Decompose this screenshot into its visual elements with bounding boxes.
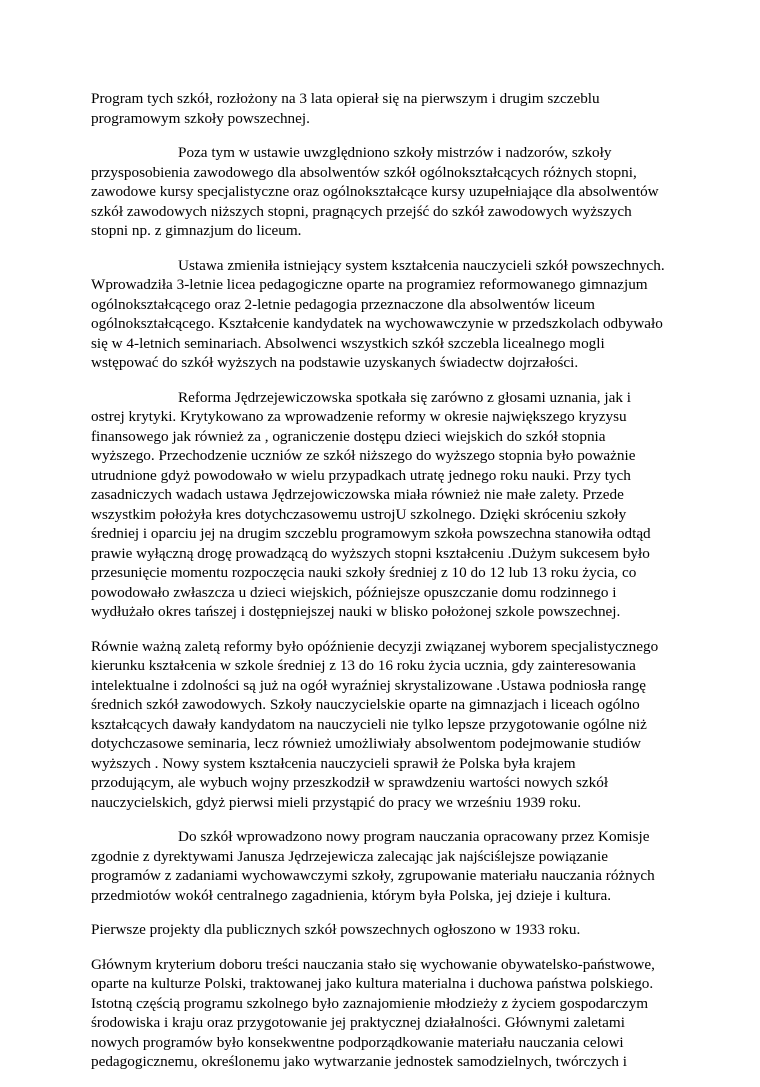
paragraph-5: Równie ważną zaletą reformy było opóźnienie decyzji związanej wyborem specjalistycznego kierunku kształcenia w szkole średniej z 13 do 16 roku życia ucznia, gdy zainteresowania intelektualne i zdolności są już na ogół wyraźniej skrystalizowane .Ustawa podniosła rangę średnich szkół zawodowych. Szkoły nauczycielskie oparte na gimnazjach i liceach ogólno kształcących dawały kandydatom na nauczycieli nie tylko lepsze przygotowanie ogólne niż dotychczasowe seminaria, lecz również umożliwiały absolwentom podejmowanie studiów wyższych . Nowy system kształcenia nauczycieli sprawił że Polska była krajem przodującym, ale wybuch wojny przeszkodził w sprawdzeniu wartości nowych szkół nauczycielskich, gdyż pierwsi mieli przystąpić do pracy we wrześniu 1939 roku.: [91, 637, 659, 811]
document-page: [91, 89, 676, 1087]
paragraph-2: Poza tym w ustawie uwzględniono szkoły mistrzów i nadzorów, szkoły przysposobienia zawodowego dla absolwentów szkół ogólnokształcących różnych stopni, zawodowe kursy specjalistyczne oraz ogólnokształcące kursy uzupełniające dla absolwentów szkół zawodowych niższych stopni, pragnących przejść do szkół zawodowych wyższych stopni np. z gimnazjum do liceum.: [91, 144, 659, 239]
paragraph-7: Pierwsze projekty dla publicznych szkół powszechnych ogłoszono w 1933 roku.: [91, 921, 581, 938]
paragraph-1: Program tych szkół, rozłożony na 3 lata opierał się na pierwszym i drugim szczeblu programowym szkoły powszechnej.: [91, 90, 600, 127]
paragraph-3: Ustawa zmieniła istniejący system kształcenia nauczycieli szkół powszechnych. Wprowadziła 3-letnie licea pedagogiczne oparte na programiez reformowanego gimnazjum ogólnokształcącego oraz 2-letnie pedagogia przeznaczone dla absolwentów liceum ogólnokształcącego. Kształcenie kandydatek na wychowawczynie w przedszkolach odbywało się w 4-letnich seminariach. Absolwenci wszystkich szkół szczebla licealnego mogli wstępować do szkół wyższych na podstawie uzyskanych świadectw dojrzałości.: [91, 256, 665, 371]
paragraph-8: Głównym kryterium doboru treści nauczania stało się wychowanie obywatelsko-państwowe, oparte na kulturze Polski, traktowanej jako kultura materialna i duchowa państwa polskiego. Istotną częścią programu szkolnego było zaznajomienie młodzieży z życiem gospodarczym środowiska i kraju oraz przygotowanie jej praktycznej działalności. Głównymi zaletami nowych programów było konsekwentne podporządkowanie materiału nauczania celowi pedagogicznemu, określonemu jako wytwarzanie jednostek samodzielnych, twórczych i: [91, 955, 655, 1070]
paragraph-6: Do szkół wprowadzono nowy program nauczania opracowany przez Komisje zgodnie z dyrektywami Janusza Jędrzejewicza zalecając jak najściślejsze powiązanie programów z zadaniami wychowawczymi szkoły, zgrupowanie materiału nauczania różnych przedmiotów wokół centralnego zagadnienia, którym była Polska, jej dzieje i kultura.: [91, 828, 655, 904]
paragraph-4: Reforma Jędrzejewiczowska spotkała się zarówno z głosami uznania, jak i ostrej krytyki. Krytykowano za wprowadzenie reformy w okresie największego kryzysu finansowego jak również za , ograniczenie dostępu dzieci wiejskich do szkół stopnia wyższego. Przechodzenie uczniów ze szkół niższego do wyższego stopnia było poważnie utrudnione gdyż powodowało w wielu przypadkach utratę jednego roku nauki. Przy tych zasadniczych wadach ustawa Jędrzejowiczowska miała również nie małe zalety. Przede wszystkim położyła kres dotychczasowemu ustrojU szkolnego. Dzięki skróceniu szkoły średniej i oparciu jej na drugim szczeblu programowym szkoła powszechna stanowiła odtąd prawie wyłączną drogę prowadzącą do wyższych stopni kształceniu .Dużym sukcesem było przesunięcie momentu rozpoczęcia nauki szkoły średniej z 10 do 12 lub 13 roku życia, co powodowało zwłaszcza u dzieci wiejskich, późniejsze opuszczanie domu rodzinnego i wydłużało okres tańszej i dostępniejszej nauki w blisko położonej szkole powszechnej.: [91, 388, 651, 620]
